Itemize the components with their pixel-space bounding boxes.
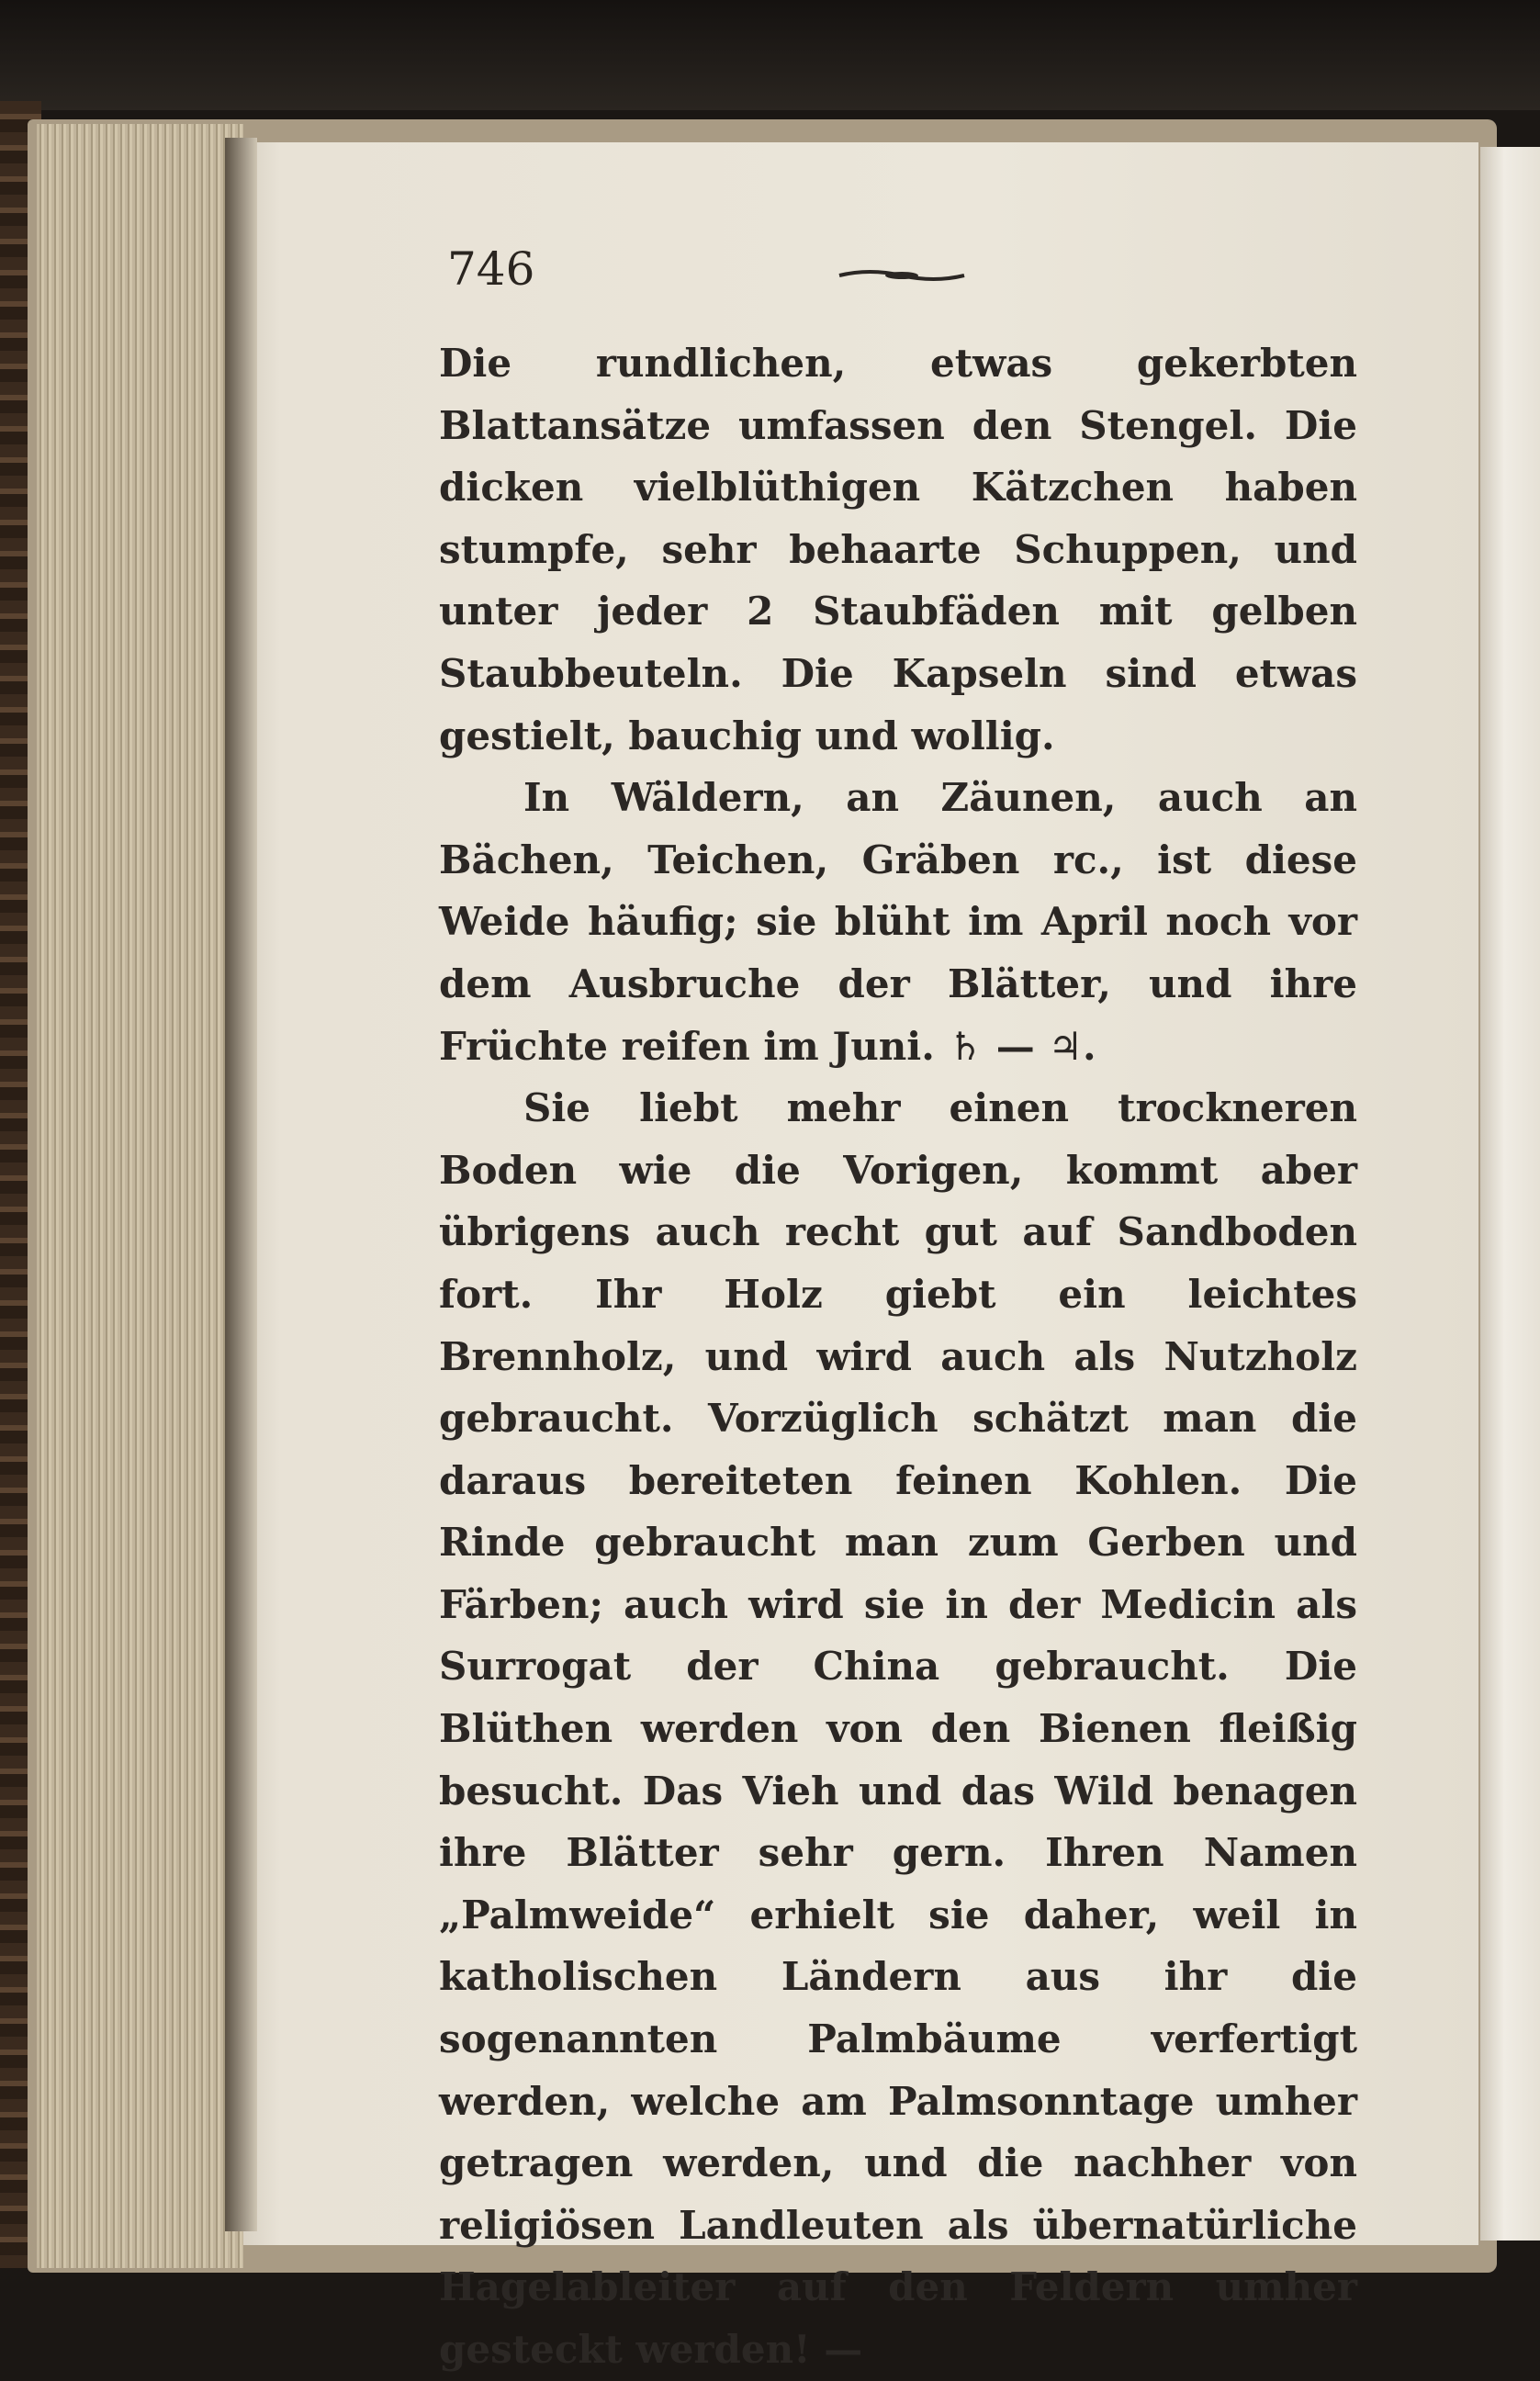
background xyxy=(0,0,1540,110)
adjacent-page-edge xyxy=(1480,147,1540,2241)
paragraph-2: In Wäldern, an Zäunen, auch an Bächen, Teichen, Gräben rc., ist diese Weide häufig; sie blüht im April noch vor dem Ausbruche der Blätter, und ihre Früchte reifen im Juni. ♄ — ♃. xyxy=(439,775,1357,1069)
page-number: 746 xyxy=(447,242,535,296)
paragraph-1: Die rundlichen, etwas gekerbten Blattansätze umfassen den Stengel. Die dicken vielblüthigen Kätzchen haben stumpfe, sehr behaarte Schuppen, und unter jeder 2 Staubfäden mit gelben Staubbeuteln. Die Kapseln sind etwas gestielt, bauchig und wollig. xyxy=(439,341,1357,758)
page-edges-stack xyxy=(37,124,243,2268)
body-text xyxy=(439,332,1357,2381)
gutter-shadow xyxy=(225,138,257,2231)
paragraph-3: Sie liebt mehr einen trockneren Boden wie die Vorigen, kommt aber übrigens auch recht gut auf Sandboden fort. Ihr Holz giebt ein leichtes Brennholz, und wird auch als Nutzholz gebraucht. Vorzüglich schätzt man die daraus bereiteten feinen Kohlen. Die Rinde gebraucht man zum Gerben und Färben; auch wird sie in der Medicin als Surrogat der China gebraucht. Die Blüthen werden von den Bienen fleißig besucht. Das Vieh und das Wild benagen ihre Blätter sehr gern. Ihren Namen „Palmweide“ erhielt sie daher, weil in katholischen Ländern aus ihr die sogenannten Palmbäume verfertigt werden, welche am Palmsonntage umher getragen werden, und die nachher von religiösen Landleuten als übernatürliche Hagelableiter auf den Feldern umher gesteckt werden! — xyxy=(439,1085,1357,2372)
header-ornament xyxy=(837,266,966,285)
